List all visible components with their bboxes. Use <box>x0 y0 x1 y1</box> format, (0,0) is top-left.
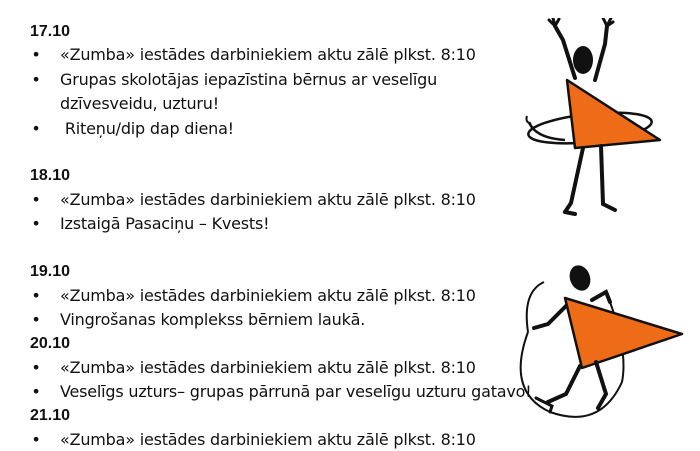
item-text: Grupas skolotājas iepazīstina bērnus ar veselīgu <box>60 70 438 89</box>
hula-hoop-figure-icon <box>525 18 675 223</box>
item-text: «Zumba» iestādes darbiniekiem aktu zālē plkst. 8:10 <box>60 430 476 449</box>
date-heading: 18.10 <box>30 167 71 184</box>
bullet: • <box>31 358 41 377</box>
bullet: • <box>31 382 41 401</box>
item-text: «Zumba» iestādes darbiniekiem aktu zālē plkst. 8:10 <box>60 286 476 305</box>
bullet: • <box>31 119 41 138</box>
jump-rope-figure-icon <box>510 262 700 441</box>
bullet: • <box>31 190 41 209</box>
bullet: • <box>31 45 41 64</box>
item-text: Veselīgs uzturs– grupas pārrunā par veselīgu uzturu gatavo! <box>60 382 532 401</box>
date-heading: 17.10 <box>30 23 71 40</box>
bullet: • <box>31 310 41 329</box>
bullet: • <box>31 70 41 89</box>
item-text: «Zumba» iestādes darbiniekiem aktu zālē plkst. 8:10 <box>60 358 476 377</box>
item-text: Riteņu/dip dap diena! <box>60 119 234 138</box>
date-heading: 19.10 <box>30 263 71 280</box>
date-heading: 21.10 <box>30 407 71 424</box>
date-heading: 20.10 <box>30 335 71 352</box>
bullet: • <box>31 214 41 233</box>
bullet: • <box>31 286 41 305</box>
item-text: Izstaigā Pasaciņu – Kvests! <box>60 214 270 233</box>
item-text: «Zumba» iestādes darbiniekiem aktu zālē plkst. 8:10 <box>60 45 476 64</box>
item-text: Vingrošanas komplekss bērniem laukā. <box>60 310 366 329</box>
item-text: «Zumba» iestādes darbiniekiem aktu zālē plkst. 8:10 <box>60 190 476 209</box>
bullet: • <box>31 430 41 449</box>
item-text: dzīvesveidu, uzturu! <box>60 94 219 113</box>
